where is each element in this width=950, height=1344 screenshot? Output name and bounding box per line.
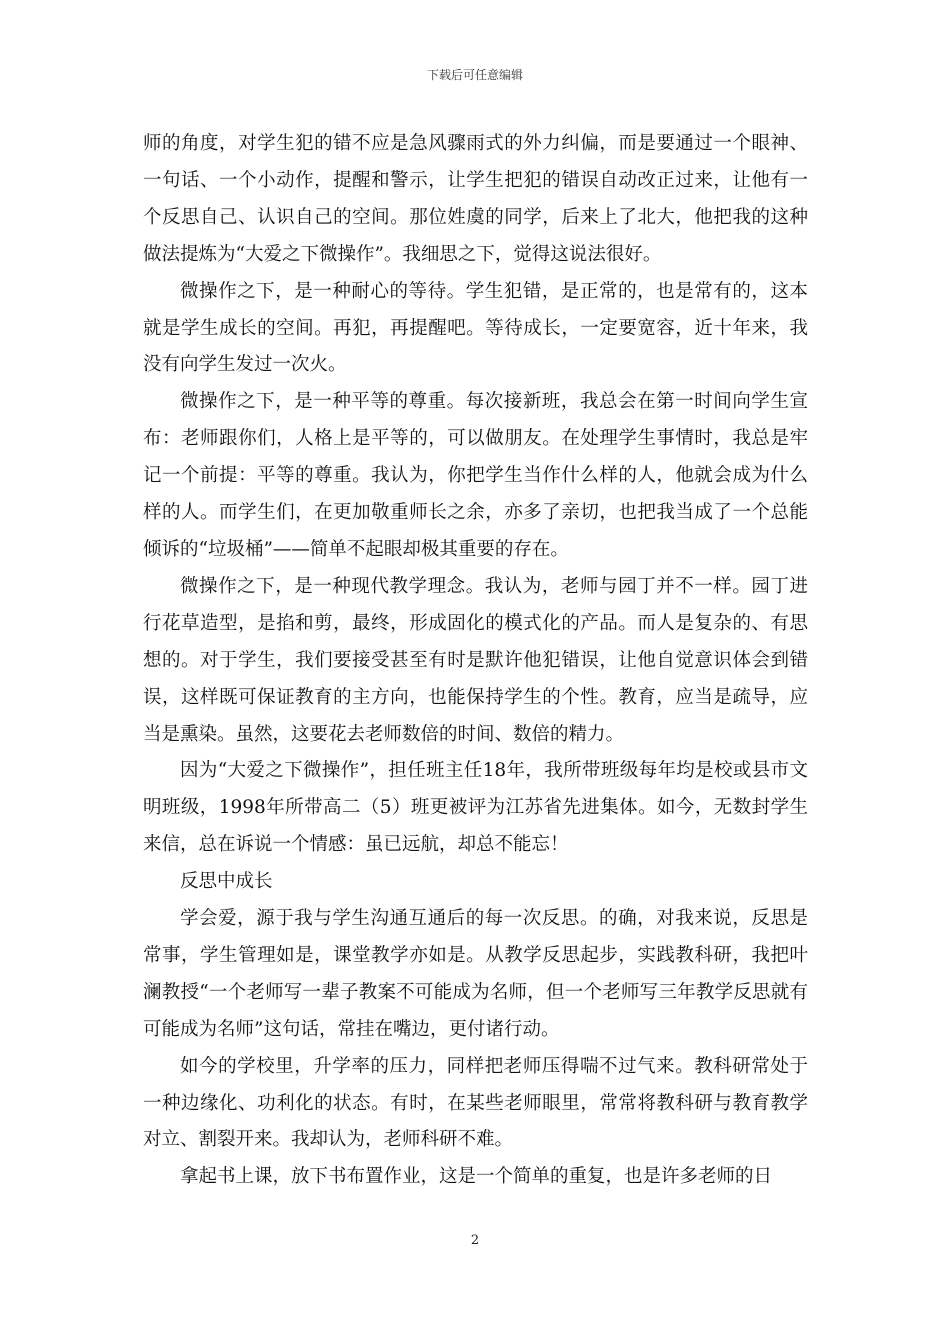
page-header: 下载后可任意编辑 <box>426 68 523 82</box>
section-heading: 反思中成长 <box>180 871 273 893</box>
paragraph-7: 如今的学校里，升学率的压力，同样把老师压得喘不过气来。教科研常处于一种边缘化、功利化的状态。有时，在某些老师眼里，常常将教科研与教育教学对立、割裂开来。我却认为，老师科研不难。 <box>143 1055 808 1151</box>
paragraph-8: 拿起书上课，放下书布置作业，这是一个简单的重复，也是许多老师的日 <box>180 1166 773 1188</box>
page-number: 2 <box>470 1233 480 1248</box>
paragraph-1: 师的角度，对学生犯的错不应是急风骤雨式的外力纠偏，而是要通过一个眼神、一句话、一个小动作，提醒和警示，让学生把犯的错误自动改正过来，让他有一个反思自己、认识自己的空间。那位姓虞的同学，后来上了北大，他把我的这种做法提炼为“大爱之下微操作”。我细思之下，觉得这说法很好。 <box>143 133 808 265</box>
paragraph-5: 因为“大爱之下微操作”，担任班主任18年，我所带班级每年均是校或县市文明班级，1998年所带高二（5）班更被评为江苏省先进集体。如今，无数封学生来信，总在诉说一个情感：虽已远航，却总不能忘！ <box>143 760 808 856</box>
paragraph-6: 学会爱，源于我与学生沟通互通后的每一次反思。的确，对我来说，反思是常事，学生管理如是，课堂教学亦如是。从教学反思起步，实践教科研，我把叶澜教授“一个老师写一辈子教案不可能成为名师，但一个老师写三年教学反思就有可能成为名师”这句话，常挂在嘴边，更付诸行动。 <box>143 908 808 1040</box>
paragraph-4: 微操作之下，是一种现代教学理念。我认为，老师与园丁并不一样。园丁进行花草造型，是掐和剪，最终，形成固化的模式化的产品。而人是复杂的、有思想的。对于学生，我们要接受甚至有时是默许他犯错误，让他自觉意识体会到错误，这样既可保证教育的主方向，也能保持学生的个性。教育，应当是疏导，应当是熏染。虽然，这要花去老师数倍的时间、数倍的精力。 <box>143 575 808 745</box>
paragraph-2: 微操作之下，是一种耐心的等待。学生犯错，是正常的，也是常有的，这本就是学生成长的空间。再犯，再提醒吧。等待成长，一定要宽容，近十年来，我没有向学生发过一次火。 <box>143 280 808 376</box>
body-text <box>143 126 808 1196</box>
paragraph-3: 微操作之下，是一种平等的尊重。每次接新班，我总会在第一时间向学生宣布：老师跟你们，人格上是平等的，可以做朋友。在处理学生事情时，我总是牢记一个前提：平等的尊重。我认为，你把学生当作什么样的人，他就会成为什么样的人。而学生们，在更加敬重师长之余，亦多了亲切，也把我当成了一个总能倾诉的“垃圾桶”——简单不起眼却极其重要的存在。 <box>143 391 808 560</box>
